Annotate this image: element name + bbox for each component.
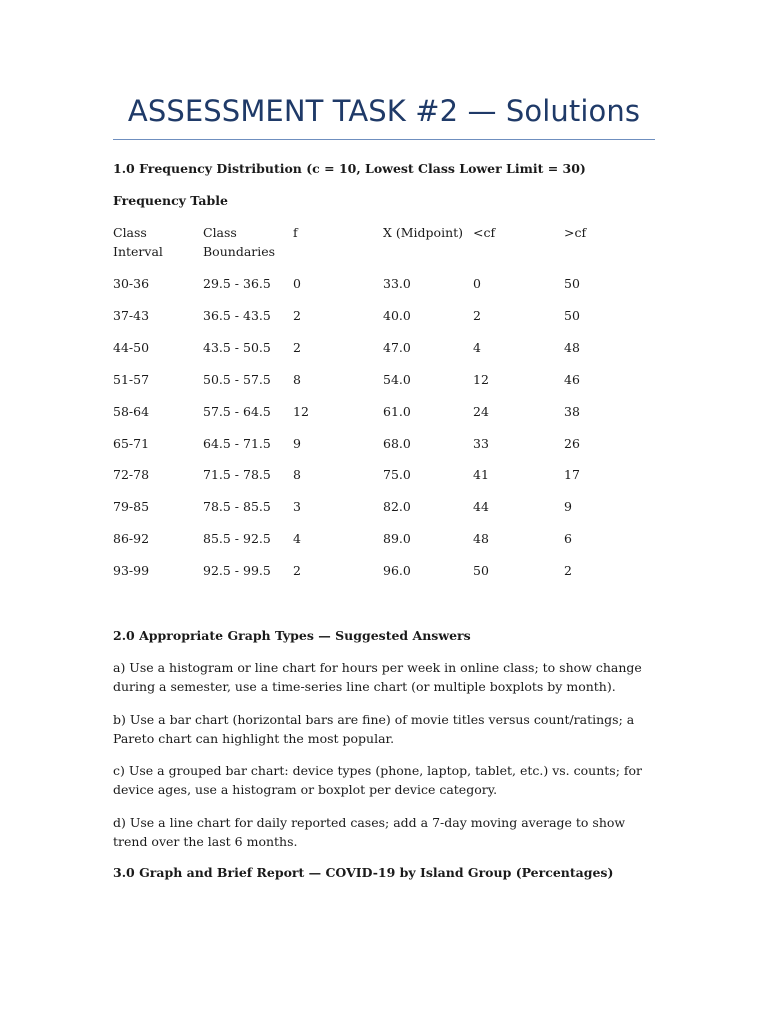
table-cell: 36.5 - 43.5 [203,307,271,323]
table-cell: 37-43 [113,307,150,323]
table-cell: 71.5 - 78.5 [203,467,271,483]
table-cell: 24 [473,403,489,419]
table-cell: 2 [293,339,301,355]
table-cell: 47.0 [383,339,411,355]
column-header-line: Class [113,225,147,240]
column-header-line: >cf [564,225,587,240]
table-cell: 12 [473,371,489,387]
column-header [383,223,463,242]
table-cell: 68.0 [383,435,411,451]
column-header-line: <cf [473,225,496,240]
table-cell: 65-71 [113,435,150,451]
table-cell: 85.5 - 92.5 [203,531,271,547]
table-cell: 96.0 [383,563,411,579]
table-cell: 6 [564,531,572,547]
table-cell: 2 [473,307,481,323]
table-cell: 58-64 [113,403,150,419]
table-cell: 8 [293,371,301,387]
column-header [473,223,495,242]
column-header [564,223,586,242]
table-cell: 89.0 [383,531,411,547]
table-cell: 44 [473,499,489,515]
title-underline [113,139,655,140]
table-cell: 2 [564,563,572,579]
table-cell: 51-57 [113,371,150,387]
column-header [203,223,275,261]
table-cell: 44-50 [113,339,150,355]
table-cell: 0 [293,276,301,291]
section-2-heading: 2.0 Appropriate Graph Types — Suggested Answers [113,628,471,643]
document-title: ASSESSMENT TASK #2 — Solutions [127,94,641,128]
table-cell: 2 [293,563,301,579]
table-cell: 9 [293,435,301,451]
table-cell: 17 [564,467,580,483]
table-cell: 75.0 [383,467,411,483]
table-cell: 8 [293,467,301,483]
table-cell: 12 [293,403,309,419]
table-cell: 78.5 - 85.5 [203,499,271,515]
answer-a: a) Use a histogram or line chart for hours per week in online class; to show change during a semester, use a time-series line chart (or multiple boxplots by month). [113,660,642,694]
table-cell: 57.5 - 64.5 [203,403,271,419]
table-cell: 48 [473,531,489,547]
table-cell: 33.0 [383,276,411,291]
column-header-line: Interval [113,244,163,259]
column-header [293,223,298,242]
table-cell: 9 [564,499,572,515]
table-cell: 50.5 - 57.5 [203,371,271,387]
table-cell: 93-99 [113,563,150,579]
answer-d: d) Use a line chart for daily reported cases; add a 7-day moving average to show trend over the last 6 months. [113,815,626,849]
column-header [113,223,163,261]
table-cell: 46 [564,371,580,387]
table-cell: 50 [564,307,580,323]
column-header-line: Boundaries [203,244,276,259]
table-cell: 4 [473,339,481,355]
table-cell: 72-78 [113,467,150,483]
section-1-heading: 1.0 Frequency Distribution (c = 10, Lowest Class Lower Limit = 30) [113,161,586,176]
table-cell: 33 [473,435,489,451]
table-cell: 40.0 [383,307,411,323]
table-cell: 26 [564,435,580,451]
table-cell: 0 [473,276,481,291]
table-cell: 64.5 - 71.5 [203,435,271,451]
table-cell: 54.0 [383,371,411,387]
table-cell: 41 [473,467,489,483]
column-header-line: X (Midpoint) [383,225,464,240]
column-header-line: f [293,225,298,240]
table-cell: 2 [293,307,301,323]
table-cell: 79-85 [113,499,150,515]
column-header-line: Class [203,225,237,240]
table-cell: 30-36 [113,276,150,291]
section-3-heading: 3.0 Graph and Brief Report — COVID-19 by Island Group (Percentages) [113,865,614,880]
table-cell: 82.0 [383,499,411,515]
table-cell: 43.5 - 50.5 [203,339,271,355]
table-cell: 4 [293,531,301,547]
answer-b: b) Use a bar chart (horizontal bars are fine) of movie titles versus count/ratings; a Pareto chart can highlight the most popular. [113,712,635,746]
table-cell: 92.5 - 99.5 [203,563,271,579]
table-cell: 50 [473,563,489,579]
table-cell: 3 [293,499,301,515]
table-cell: 48 [564,339,580,355]
answer-c: c) Use a grouped bar chart: device types (phone, laptop, tablet, etc.) vs. counts; for device ages, use a histogram or boxplot per device category. [113,763,643,797]
table-cell: 61.0 [383,403,411,419]
frequency-table-title: Frequency Table [113,193,228,208]
table-cell: 29.5 - 36.5 [203,276,271,291]
table-cell: 86-92 [113,531,150,547]
table-cell: 50 [564,276,580,291]
table-cell: 38 [564,403,580,419]
